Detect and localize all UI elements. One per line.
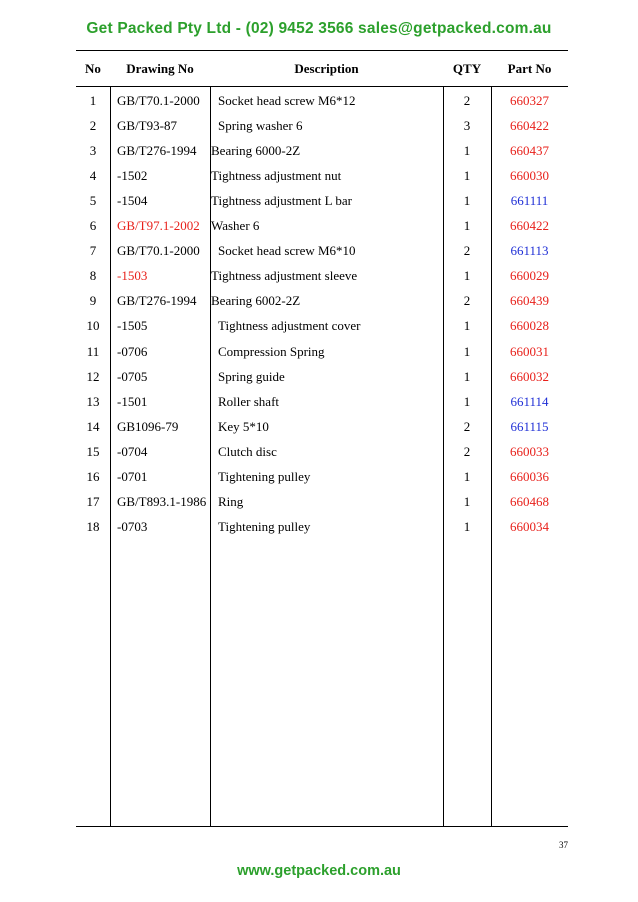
quantity: 1	[463, 393, 471, 409]
drawing-number: GB/T70.1-2000	[117, 93, 200, 108]
row-number: 3	[89, 143, 97, 159]
table-row	[0, 464, 638, 489]
table-row	[0, 288, 638, 313]
company-header: Get Packed Pty Ltd - (02) 9452 3566 sales@getpacked.com.au	[86, 20, 552, 37]
part-number: 660439	[510, 293, 549, 309]
description: Spring guide	[218, 368, 285, 384]
table-row	[0, 414, 638, 439]
row-number: 12	[86, 368, 100, 384]
part-number: 660029	[510, 268, 549, 284]
table-header-rule	[76, 86, 568, 87]
drawing-number: -1504	[117, 193, 148, 209]
description: Ring	[218, 493, 244, 509]
quantity: 1	[463, 368, 471, 384]
row-number: 15	[86, 443, 100, 459]
quantity: 2	[463, 93, 471, 108]
drawing-number: GB/T276-1994	[117, 293, 197, 309]
description: Socket head screw M6*12	[218, 93, 356, 108]
description: Washer 6	[211, 218, 260, 234]
table-top-rule	[76, 50, 568, 51]
column-header-qty: QTY	[452, 61, 482, 76]
row-number: 11	[86, 343, 100, 359]
part-number: 660031	[510, 343, 549, 359]
row-number: 4	[89, 168, 97, 184]
row-number: 5	[89, 193, 97, 209]
part-number: 660028	[510, 318, 549, 334]
row-number: 6	[89, 218, 97, 234]
part-number: 660032	[510, 368, 549, 384]
drawing-number: -0706	[117, 343, 148, 359]
drawing-number: GB/T893.1-1986	[117, 493, 207, 509]
table-row	[0, 188, 638, 213]
table-row	[0, 489, 638, 514]
part-number: 661113	[510, 243, 549, 259]
part-number: 660422	[510, 218, 549, 234]
row-number: 17	[86, 493, 100, 509]
quantity: 1	[463, 268, 471, 284]
quantity: 1	[463, 343, 471, 359]
quantity: 1	[463, 218, 471, 234]
description: Socket head screw M6*10	[218, 243, 356, 259]
table-row	[0, 238, 638, 263]
row-number: 9	[89, 293, 97, 309]
description: Compression Spring	[218, 343, 325, 359]
description: Tightness adjustment nut	[211, 168, 342, 184]
table-row	[0, 439, 638, 464]
description: Bearing 6000-2Z	[211, 143, 301, 159]
table-row	[0, 113, 638, 138]
table-row	[0, 88, 638, 113]
quantity: 1	[463, 318, 471, 334]
drawing-number: GB1096-79	[117, 418, 179, 434]
table-row	[0, 364, 638, 389]
drawing-number: -0701	[117, 468, 148, 484]
part-number: 660033	[510, 443, 549, 459]
drawing-number: -1502	[117, 168, 148, 184]
table-row	[0, 163, 638, 188]
row-number: 13	[86, 393, 100, 409]
column-header-part-no: Part No	[507, 61, 552, 76]
drawing-number: -1505	[117, 318, 148, 334]
row-number: 1	[89, 93, 97, 108]
description: Spring washer 6	[218, 118, 303, 134]
row-number: 10	[86, 318, 100, 334]
table-row	[0, 514, 638, 539]
part-number: 660422	[510, 118, 549, 134]
part-number: 660036	[510, 468, 549, 484]
quantity: 1	[463, 168, 471, 184]
quantity: 1	[463, 493, 471, 509]
drawing-number: -0704	[117, 443, 148, 459]
row-number: 2	[89, 118, 97, 134]
drawing-number: -1501	[117, 393, 148, 409]
row-number: 8	[89, 268, 97, 284]
drawing-number: GB/T93-87	[117, 118, 177, 134]
description: Roller shaft	[218, 393, 280, 409]
drawing-number: -0705	[117, 368, 148, 384]
row-number: 18	[86, 518, 100, 534]
description: Key 5*10	[218, 418, 269, 434]
description: Clutch disc	[218, 443, 277, 459]
description: Bearing 6002-2Z	[211, 293, 301, 309]
quantity: 1	[463, 143, 471, 159]
table-bottom-rule	[76, 826, 568, 827]
part-number: 660030	[510, 168, 549, 184]
quantity: 1	[463, 193, 471, 209]
quantity: 3	[463, 118, 471, 134]
description: Tightness adjustment cover	[218, 318, 361, 334]
part-number: 661114	[510, 393, 549, 409]
description: Tightness adjustment L bar	[211, 193, 352, 209]
drawing-number: -0703	[117, 518, 148, 534]
website-footer: www.getpacked.com.au	[237, 863, 401, 879]
table-row	[0, 213, 638, 238]
part-number: 660437	[510, 143, 549, 159]
column-header-description: Description	[294, 61, 359, 76]
description: Tightening pulley	[218, 468, 311, 484]
quantity: 1	[463, 468, 471, 484]
drawing-number: GB/T276-1994	[117, 143, 197, 159]
description: Tightening pulley	[218, 518, 311, 534]
part-number: 660468	[510, 493, 549, 509]
quantity: 2	[463, 243, 471, 259]
page-number: 37	[559, 840, 568, 850]
row-number: 14	[86, 418, 100, 434]
table-row	[0, 263, 638, 288]
part-number: 661115	[510, 418, 549, 434]
table-row	[0, 389, 638, 414]
quantity: 1	[463, 518, 471, 534]
quantity: 2	[463, 418, 471, 434]
row-number: 16	[86, 468, 100, 484]
column-header-no: No	[85, 61, 101, 76]
row-number: 7	[89, 243, 97, 259]
description: Tightness adjustment sleeve	[211, 268, 358, 284]
quantity: 2	[463, 443, 471, 459]
part-number: 660034	[510, 518, 549, 534]
part-number: 661111	[510, 193, 549, 209]
column-header-drawing-no: Drawing No	[126, 61, 194, 76]
quantity: 2	[463, 293, 471, 309]
drawing-number: GB/T97.1-2002	[117, 218, 200, 234]
drawing-number: GB/T70.1-2000	[117, 243, 200, 259]
table-row	[0, 339, 638, 364]
part-number: 660327	[510, 93, 549, 108]
drawing-number: -1503	[117, 268, 148, 284]
table-row	[0, 138, 638, 163]
table-row	[0, 313, 638, 338]
